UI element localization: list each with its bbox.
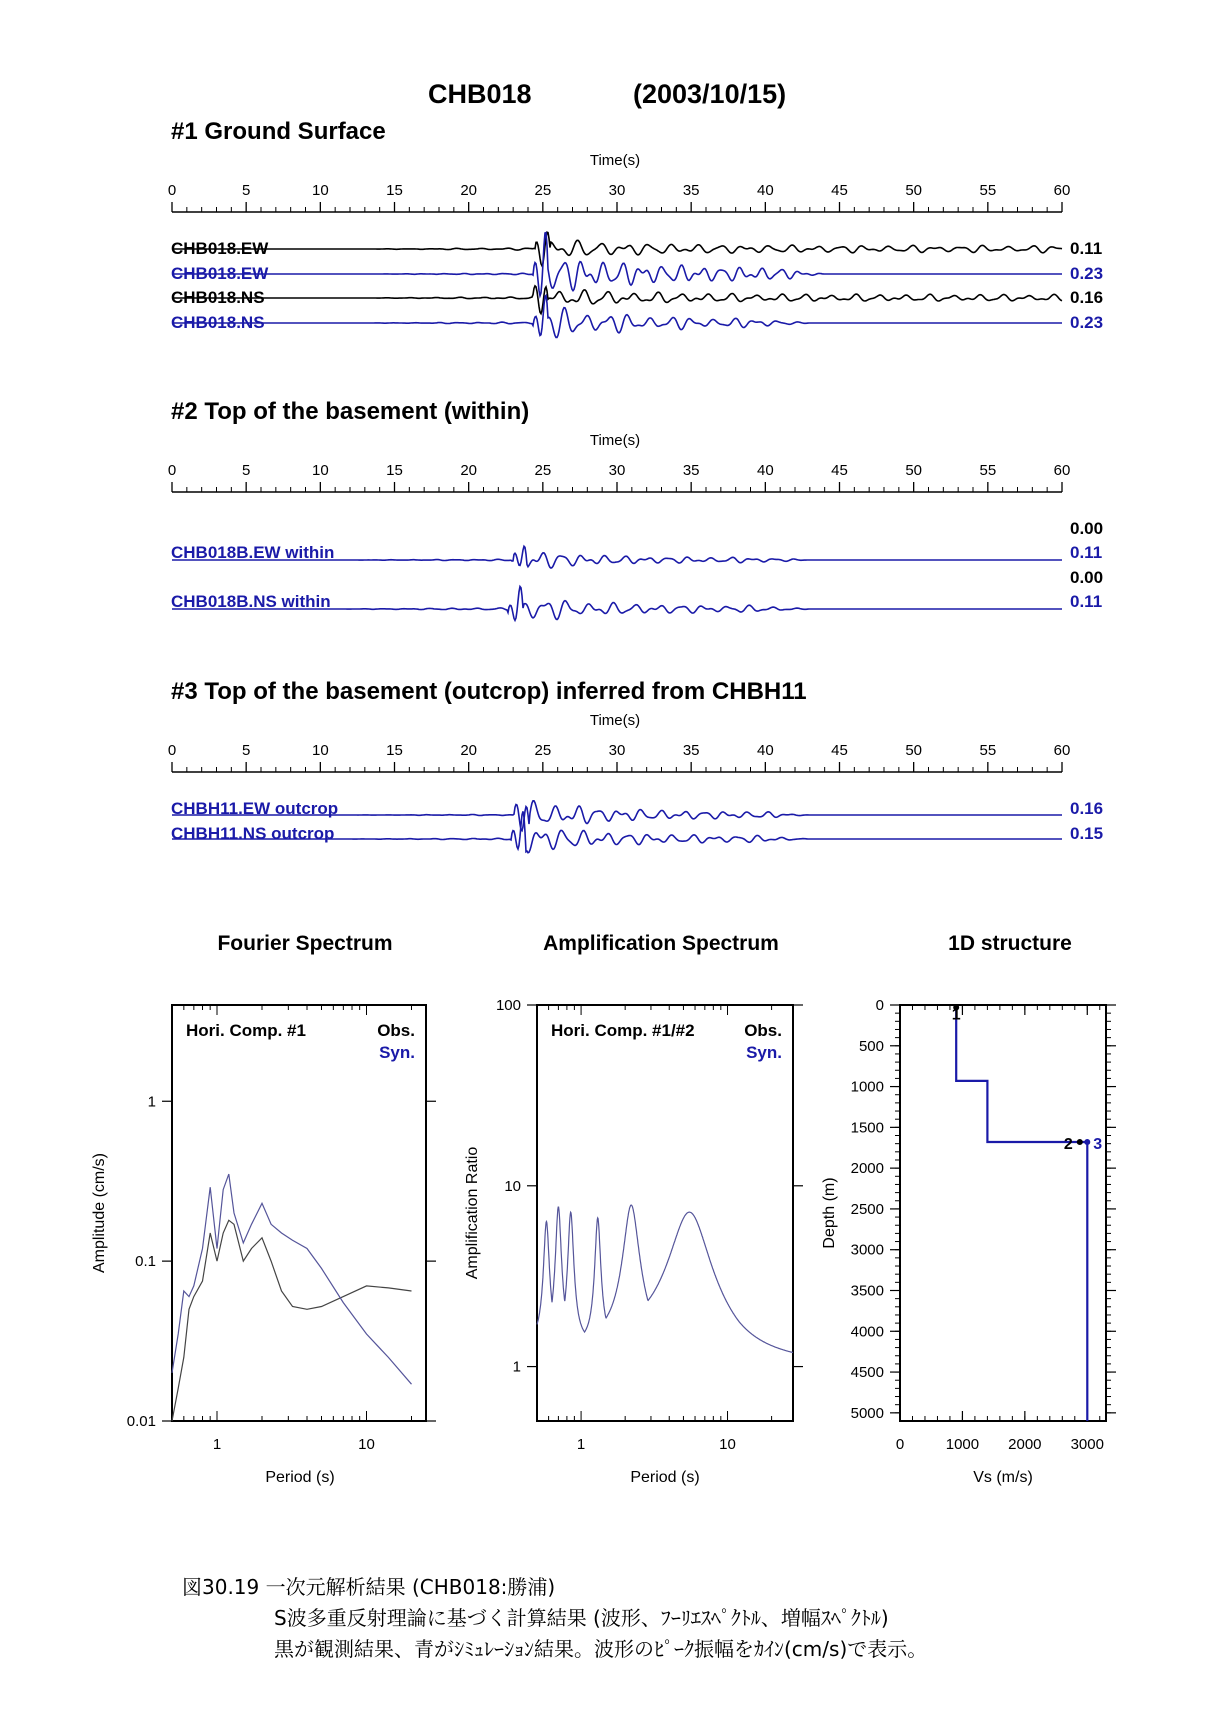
tick-label: 3500 xyxy=(850,1282,884,1300)
amplification-title: Amplification Spectrum xyxy=(543,932,779,955)
trace-label: CHBH11.NS outcrop xyxy=(171,824,335,843)
tick-label: 3000 xyxy=(1070,1436,1104,1453)
tick-label: 15 xyxy=(386,462,403,479)
peak-value: 0.11 xyxy=(1070,592,1103,611)
waveform-group-within xyxy=(171,519,1103,620)
caption-line: 黒が観測結果、青がｼﾐｭﾚｰｼｮﾝ結果。波形のﾋﾟｰｸ振幅をｶｲﾝ(cm/s)で表示。 xyxy=(274,1637,928,1661)
x-axis-label: Period (s) xyxy=(630,1469,700,1486)
tick-label: 10 xyxy=(504,1177,521,1195)
waveform-trace xyxy=(172,286,1062,314)
tick-label: 10 xyxy=(311,182,329,199)
tick-label: 10 xyxy=(311,742,329,759)
y-axis-label: Amplitude (cm/s) xyxy=(91,1152,108,1274)
tick-label: 4000 xyxy=(850,1323,884,1341)
tick-label: 25 xyxy=(534,462,552,479)
plot-frame xyxy=(172,1005,426,1421)
tick-label: 4500 xyxy=(850,1364,884,1382)
structure-title: 1D structure xyxy=(948,932,1072,955)
layer-marker-label: 1 xyxy=(951,1006,961,1024)
peak-value: 0.23 xyxy=(1070,264,1104,283)
time-axis-1 xyxy=(168,152,1071,212)
series-line-syn xyxy=(172,1174,412,1384)
caption-line: S波多重反射理論に基づく計算結果 (波形、ﾌｰﾘｴｽﾍﾟｸﾄﾙ、増幅ｽﾍﾟｸﾄﾙ) xyxy=(274,1606,889,1630)
trace-label: CHB018.NS xyxy=(171,288,265,307)
y-axis-label: Depth (m) xyxy=(821,1177,838,1249)
peak-value: 0.23 xyxy=(1070,313,1104,332)
legend-syn: Syn. xyxy=(379,1043,415,1062)
axis-ticks xyxy=(496,997,803,1453)
tick-label: 1000 xyxy=(850,1078,884,1096)
tick-label: 45 xyxy=(831,182,848,199)
tick-label: 1000 xyxy=(945,1436,980,1453)
tick-label: 2000 xyxy=(1008,1436,1042,1453)
tick-label: 0 xyxy=(167,742,177,759)
tick-label: 0 xyxy=(167,462,177,479)
tick-label: 20 xyxy=(460,742,478,759)
station-title: CHB018 xyxy=(428,79,532,109)
time-axis-label: Time(s) xyxy=(589,432,641,449)
waveform-trace xyxy=(172,233,1062,296)
axis-ticks xyxy=(851,997,1116,1453)
fourier-spectrum-panel xyxy=(91,1005,436,1486)
section1-heading: #1 Ground Surface xyxy=(171,118,386,145)
tick-label: 40 xyxy=(756,742,774,759)
trace-label: CHB018.EW xyxy=(171,264,269,283)
tick-label: 40 xyxy=(756,462,774,479)
waveform-group-outcrop xyxy=(171,799,1103,853)
tick-label: 15 xyxy=(386,742,403,759)
structure-panel xyxy=(821,997,1116,1486)
tick-label: 50 xyxy=(905,742,923,759)
date-title: (2003/10/15) xyxy=(633,79,787,109)
tick-label: 60 xyxy=(1053,182,1071,199)
series-line-obs xyxy=(172,1220,412,1421)
plot-frame xyxy=(900,1005,1106,1421)
panel-label: Hori. Comp. #1/#2 xyxy=(551,1021,695,1040)
tick-label: 500 xyxy=(858,1037,884,1055)
time-axis-3 xyxy=(168,712,1071,772)
layer-marker xyxy=(1084,1139,1090,1145)
trace-label: CHB018.EW xyxy=(171,239,269,258)
tick-label: 0 xyxy=(167,182,177,199)
tick-label: 55 xyxy=(979,742,997,759)
tick-label: 0.1 xyxy=(135,1253,156,1271)
tick-label: 30 xyxy=(608,462,626,479)
layer-marker-label: 3 xyxy=(1093,1136,1103,1154)
x-axis-label: Period (s) xyxy=(265,1469,335,1486)
tick-label: 15 xyxy=(386,182,403,199)
tick-label: 0.01 xyxy=(126,1413,156,1430)
trace-label: CHBH11.EW outcrop xyxy=(171,799,339,818)
tick-label: 45 xyxy=(831,462,848,479)
layer-marker-label: 2 xyxy=(1063,1136,1073,1154)
tick-label: 60 xyxy=(1053,462,1071,479)
tick-label: 20 xyxy=(460,182,478,199)
tick-label: 1 xyxy=(147,1093,156,1111)
tick-label: 5 xyxy=(241,742,251,759)
trace-label: CHB018B.EW within xyxy=(171,543,335,562)
time-axis-label: Time(s) xyxy=(589,712,641,729)
peak-value: 0.00 xyxy=(1070,568,1104,587)
tick-label: 2500 xyxy=(850,1200,884,1218)
tick-label: 50 xyxy=(905,182,923,199)
layer-marker xyxy=(1077,1139,1083,1145)
tick-label: 100 xyxy=(495,997,521,1014)
tick-label: 20 xyxy=(460,462,478,479)
time-axis-ticks xyxy=(168,742,1071,772)
tick-label: 5000 xyxy=(850,1404,884,1422)
time-axis-label: Time(s) xyxy=(589,152,641,169)
legend-obs: Obs. xyxy=(744,1021,782,1040)
caption-line: 図30.19 一次元解析結果 (CHB018:勝浦) xyxy=(182,1575,556,1599)
tick-label: 45 xyxy=(831,742,848,759)
peak-value: 0.11 xyxy=(1070,239,1103,258)
tick-label: 1500 xyxy=(850,1119,884,1137)
legend-obs: Obs. xyxy=(377,1021,415,1040)
tick-label: 35 xyxy=(682,742,700,759)
tick-label: 10 xyxy=(311,462,329,479)
tick-label: 35 xyxy=(682,462,700,479)
figure-caption xyxy=(182,1572,927,1665)
peak-value: 0.16 xyxy=(1070,799,1104,818)
vs-profile-line xyxy=(956,1005,1087,1421)
amplification-spectrum-panel xyxy=(464,997,803,1486)
time-axis-2 xyxy=(168,432,1071,492)
fourier-title: Fourier Spectrum xyxy=(217,932,393,955)
tick-label: 5 xyxy=(241,462,251,479)
trace-label: CHB018.NS xyxy=(171,313,265,332)
tick-label: 25 xyxy=(534,742,552,759)
legend-syn: Syn. xyxy=(746,1043,782,1062)
panel-label: Hori. Comp. #1 xyxy=(186,1021,306,1040)
tick-label: 55 xyxy=(979,182,997,199)
tick-label: 35 xyxy=(682,182,700,199)
waveform-group-surface xyxy=(171,232,1103,337)
tick-label: 30 xyxy=(608,182,626,199)
section2-heading: #2 Top of the basement (within) xyxy=(171,398,530,425)
peak-value: 0.11 xyxy=(1070,543,1103,562)
tick-label: 10 xyxy=(719,1436,736,1453)
trace-label: CHB018B.NS within xyxy=(171,592,331,611)
y-axis-label: Amplification Ratio xyxy=(464,1146,481,1280)
tick-label: 2000 xyxy=(850,1160,884,1178)
peak-value: 0.16 xyxy=(1070,288,1104,307)
tick-label: 10 xyxy=(358,1436,375,1453)
time-axis-ticks xyxy=(168,462,1071,492)
tick-label: 60 xyxy=(1053,742,1071,759)
tick-label: 1 xyxy=(512,1358,521,1376)
tick-label: 30 xyxy=(608,742,626,759)
tick-label: 55 xyxy=(979,462,997,479)
plot-frame xyxy=(537,1005,793,1421)
axis-ticks xyxy=(127,1005,436,1453)
peak-value: 0.15 xyxy=(1070,824,1104,843)
peak-value: 0.00 xyxy=(1070,519,1104,538)
waveform-trace xyxy=(172,232,1062,266)
series-line-syn xyxy=(537,1205,793,1352)
tick-label: 5 xyxy=(241,182,251,199)
section3-heading: #3 Top of the basement (outcrop) inferred from CHBH11 xyxy=(171,678,807,705)
time-axis-ticks xyxy=(168,182,1071,212)
tick-label: 3000 xyxy=(850,1241,884,1259)
tick-label: 1 xyxy=(576,1436,586,1453)
tick-label: 25 xyxy=(534,182,552,199)
tick-label: 0 xyxy=(895,1436,905,1453)
x-axis-label: Vs (m/s) xyxy=(973,1469,1033,1486)
tick-label: 1 xyxy=(212,1436,222,1453)
tick-label: 0 xyxy=(875,997,884,1014)
tick-label: 50 xyxy=(905,462,923,479)
tick-label: 40 xyxy=(756,182,774,199)
layer-markers xyxy=(952,1004,1103,1153)
